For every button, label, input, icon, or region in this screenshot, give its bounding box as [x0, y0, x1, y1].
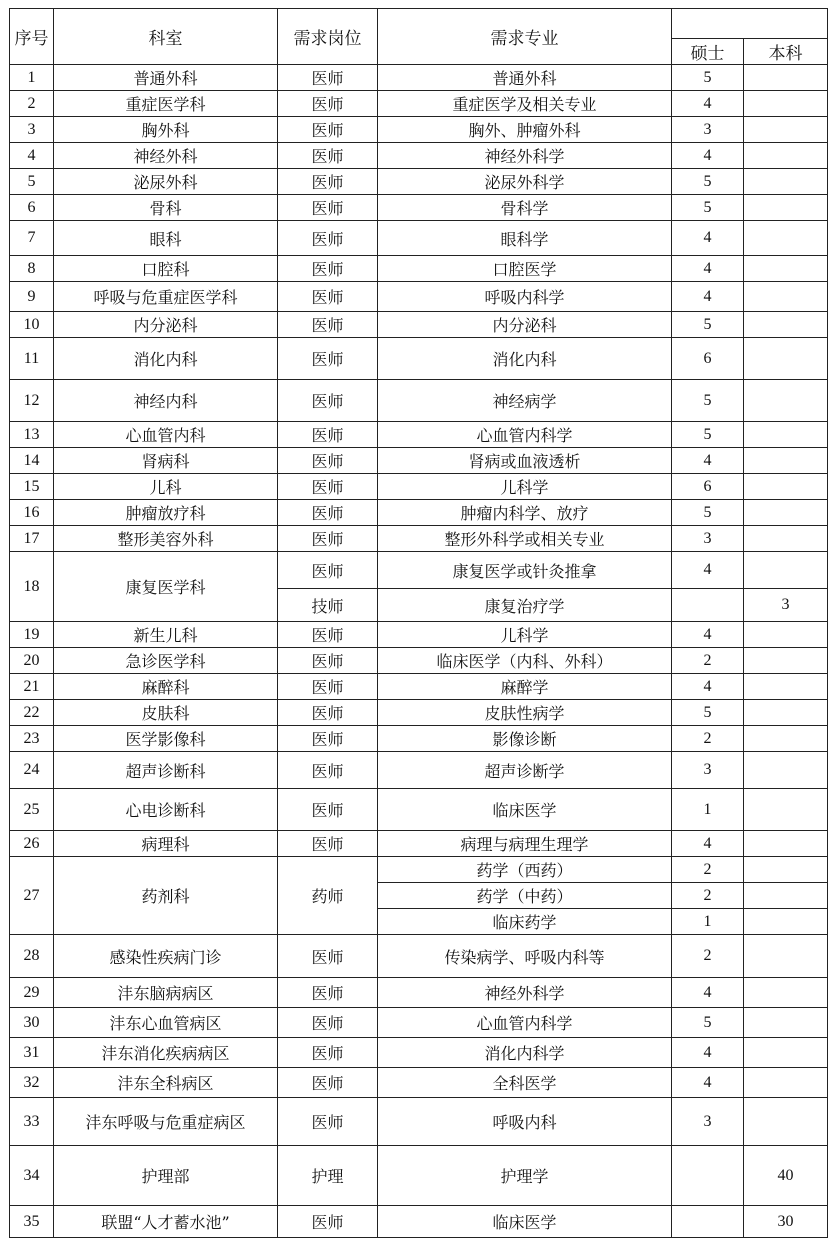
- row-seq: 23: [10, 726, 54, 752]
- row-bachelor-count: [744, 256, 828, 282]
- row-seq: 28: [10, 935, 54, 978]
- row-seq: 21: [10, 674, 54, 700]
- row-seq: 31: [10, 1038, 54, 1068]
- row-bachelor-count: [744, 1008, 828, 1038]
- row-major: 口腔医学: [378, 256, 672, 282]
- table-row: [10, 474, 828, 500]
- row-position: 医师: [278, 935, 378, 978]
- row-bachelor-count: [744, 500, 828, 526]
- row-bachelor-count: [744, 448, 828, 474]
- row-position: 医师: [278, 752, 378, 789]
- table-row: [10, 857, 828, 883]
- row-position: 医师: [278, 1206, 378, 1238]
- row-position: 医师: [278, 648, 378, 674]
- row-bachelor-count: [744, 282, 828, 312]
- row-dept: 内分泌科: [54, 312, 278, 338]
- row-bachelor-count: 3: [744, 589, 828, 622]
- row-master-count: [672, 589, 744, 622]
- table-row: [10, 117, 828, 143]
- row-seq: 5: [10, 169, 54, 195]
- row-position: 医师: [278, 552, 378, 589]
- row-master-count: 4: [672, 674, 744, 700]
- row-dept: 普通外科: [54, 65, 278, 91]
- row-major: 临床医学: [378, 789, 672, 831]
- row-seq: 30: [10, 1008, 54, 1038]
- row-bachelor-count: [744, 909, 828, 935]
- row-dept: 眼科: [54, 221, 278, 256]
- row-master-count: 3: [672, 526, 744, 552]
- row-master-count: 3: [672, 117, 744, 143]
- row-seq: 16: [10, 500, 54, 526]
- table-row: [10, 831, 828, 857]
- row-position: 医师: [278, 978, 378, 1008]
- row-master-count: [672, 1206, 744, 1238]
- row-position: 医师: [278, 831, 378, 857]
- row-dept: 重症医学科: [54, 91, 278, 117]
- row-major: 心血管内科学: [378, 422, 672, 448]
- row-dept: 沣东心血管病区: [54, 1008, 278, 1038]
- row-dept: 感染性疾病门诊: [54, 935, 278, 978]
- table-row: [10, 221, 828, 256]
- table-row: [10, 380, 828, 422]
- row-master-count: 5: [672, 312, 744, 338]
- table-row: [10, 726, 828, 752]
- row-major: 呼吸内科学: [378, 282, 672, 312]
- row-seq: 7: [10, 221, 54, 256]
- row-master-count: 4: [672, 221, 744, 256]
- row-bachelor-count: 30: [744, 1206, 828, 1238]
- row-bachelor-count: [744, 117, 828, 143]
- row-dept: 呼吸与危重症医学科: [54, 282, 278, 312]
- row-dept: 神经内科: [54, 380, 278, 422]
- row-seq: 14: [10, 448, 54, 474]
- row-dept: 联盟“人才蓄水池”: [54, 1206, 278, 1238]
- row-major: 康复治疗学: [378, 589, 672, 622]
- row-master-count: 2: [672, 857, 744, 883]
- table-row: [10, 195, 828, 221]
- row-bachelor-count: [744, 831, 828, 857]
- table-row: [10, 552, 828, 589]
- row-position: 医师: [278, 1098, 378, 1146]
- row-dept: 消化内科: [54, 338, 278, 380]
- row-position: 医师: [278, 726, 378, 752]
- row-major: 临床医学（内科、外科）: [378, 648, 672, 674]
- row-dept: 急诊医学科: [54, 648, 278, 674]
- header-master: 硕士: [672, 39, 744, 65]
- row-dept: 口腔科: [54, 256, 278, 282]
- row-major: 心血管内科学: [378, 1008, 672, 1038]
- row-bachelor-count: [744, 312, 828, 338]
- row-master-count: 4: [672, 256, 744, 282]
- row-master-count: 2: [672, 648, 744, 674]
- row-major: 病理与病理生理学: [378, 831, 672, 857]
- row-major: 临床医学: [378, 1206, 672, 1238]
- row-seq: 19: [10, 622, 54, 648]
- row-position: 医师: [278, 169, 378, 195]
- row-master-count: 5: [672, 195, 744, 221]
- row-major: 全科医学: [378, 1068, 672, 1098]
- row-dept: 肿瘤放疗科: [54, 500, 278, 526]
- row-major: 康复医学或针灸推拿: [378, 552, 672, 589]
- row-bachelor-count: [744, 380, 828, 422]
- row-major: 泌尿外科学: [378, 169, 672, 195]
- table-row: [10, 448, 828, 474]
- row-bachelor-count: [744, 91, 828, 117]
- row-position: 医师: [278, 256, 378, 282]
- row-bachelor-count: [744, 169, 828, 195]
- row-bachelor-count: [744, 221, 828, 256]
- row-position: 医师: [278, 674, 378, 700]
- row-bachelor-count: [744, 552, 828, 589]
- row-seq: 22: [10, 700, 54, 726]
- row-position: 医师: [278, 700, 378, 726]
- row-dept: 沣东消化疾病病区: [54, 1038, 278, 1068]
- row-position: 医师: [278, 448, 378, 474]
- row-dept: 胸外科: [54, 117, 278, 143]
- row-seq: 27: [10, 857, 54, 935]
- table-row: [10, 256, 828, 282]
- row-position: 医师: [278, 380, 378, 422]
- row-seq: 11: [10, 338, 54, 380]
- row-position: 医师: [278, 91, 378, 117]
- row-seq: 9: [10, 282, 54, 312]
- row-seq: 10: [10, 312, 54, 338]
- row-seq: 29: [10, 978, 54, 1008]
- table-row: [10, 65, 828, 91]
- table-row: [10, 422, 828, 448]
- header-major: 需求专业: [378, 9, 672, 65]
- row-position: 技师: [278, 589, 378, 622]
- row-major: 影像诊断: [378, 726, 672, 752]
- row-bachelor-count: [744, 648, 828, 674]
- row-master-count: 5: [672, 169, 744, 195]
- row-seq: 4: [10, 143, 54, 169]
- row-seq: 6: [10, 195, 54, 221]
- row-master-count: 3: [672, 1098, 744, 1146]
- row-bachelor-count: [744, 195, 828, 221]
- row-dept: 护理部: [54, 1146, 278, 1206]
- row-seq: 2: [10, 91, 54, 117]
- table-row: [10, 1038, 828, 1068]
- table-row: [10, 935, 828, 978]
- row-master-count: 4: [672, 448, 744, 474]
- row-master-count: 4: [672, 622, 744, 648]
- row-bachelor-count: [744, 1068, 828, 1098]
- row-dept: 药剂科: [54, 857, 278, 935]
- table-row: [10, 789, 828, 831]
- row-dept: 沣东脑病病区: [54, 978, 278, 1008]
- row-master-count: [672, 1146, 744, 1206]
- table-row: [10, 91, 828, 117]
- table-row: [10, 1068, 828, 1098]
- row-dept: 骨科: [54, 195, 278, 221]
- row-bachelor-count: [744, 1038, 828, 1068]
- row-major: 药学（西药）: [378, 857, 672, 883]
- table-row: [10, 312, 828, 338]
- row-major: 消化内科学: [378, 1038, 672, 1068]
- row-bachelor-count: [744, 700, 828, 726]
- row-position: 医师: [278, 143, 378, 169]
- row-position: 医师: [278, 1068, 378, 1098]
- row-master-count: 5: [672, 1008, 744, 1038]
- row-master-count: 1: [672, 789, 744, 831]
- header-degree-group: [672, 9, 828, 39]
- row-seq: 33: [10, 1098, 54, 1146]
- row-seq: 32: [10, 1068, 54, 1098]
- row-master-count: 2: [672, 883, 744, 909]
- row-bachelor-count: [744, 422, 828, 448]
- row-major: 肿瘤内科学、放疗: [378, 500, 672, 526]
- row-major: 胸外、肿瘤外科: [378, 117, 672, 143]
- row-master-count: 6: [672, 474, 744, 500]
- row-dept: 泌尿外科: [54, 169, 278, 195]
- table-row: [10, 1206, 828, 1238]
- row-major: 神经外科学: [378, 978, 672, 1008]
- row-master-count: 2: [672, 726, 744, 752]
- row-major: 内分泌科: [378, 312, 672, 338]
- row-position: 医师: [278, 1008, 378, 1038]
- row-bachelor-count: [744, 978, 828, 1008]
- row-master-count: 4: [672, 91, 744, 117]
- row-major: 传染病学、呼吸内科等: [378, 935, 672, 978]
- row-master-count: 6: [672, 338, 744, 380]
- row-dept: 医学影像科: [54, 726, 278, 752]
- row-bachelor-count: [744, 857, 828, 883]
- table-row: [10, 526, 828, 552]
- table-row: [10, 622, 828, 648]
- row-seq: 35: [10, 1206, 54, 1238]
- row-position: 医师: [278, 1038, 378, 1068]
- row-major: 儿科学: [378, 474, 672, 500]
- row-bachelor-count: [744, 65, 828, 91]
- row-major: 肾病或血液透析: [378, 448, 672, 474]
- row-dept: 皮肤科: [54, 700, 278, 726]
- row-bachelor-count: [744, 622, 828, 648]
- row-bachelor-count: [744, 1098, 828, 1146]
- row-dept: 整形美容外科: [54, 526, 278, 552]
- table-row: [10, 978, 828, 1008]
- row-position: 护理: [278, 1146, 378, 1206]
- header-position: 需求岗位: [278, 9, 378, 65]
- row-dept: 新生儿科: [54, 622, 278, 648]
- row-major: 药学（中药）: [378, 883, 672, 909]
- row-position: 医师: [278, 622, 378, 648]
- row-position: 医师: [278, 526, 378, 552]
- row-dept: 麻醉科: [54, 674, 278, 700]
- row-position: 医师: [278, 65, 378, 91]
- row-position: 医师: [278, 282, 378, 312]
- row-position: 医师: [278, 789, 378, 831]
- table-row: [10, 674, 828, 700]
- table-row: [10, 169, 828, 195]
- row-seq: 12: [10, 380, 54, 422]
- row-master-count: 5: [672, 700, 744, 726]
- row-major: 整形外科学或相关专业: [378, 526, 672, 552]
- row-seq: 15: [10, 474, 54, 500]
- row-bachelor-count: [744, 338, 828, 380]
- row-dept: 心血管内科: [54, 422, 278, 448]
- row-dept: 肾病科: [54, 448, 278, 474]
- row-dept: 康复医学科: [54, 552, 278, 622]
- row-bachelor-count: 40: [744, 1146, 828, 1206]
- row-master-count: 4: [672, 978, 744, 1008]
- row-major: 儿科学: [378, 622, 672, 648]
- row-master-count: 3: [672, 752, 744, 789]
- row-position: 医师: [278, 422, 378, 448]
- table-row: [10, 752, 828, 789]
- row-master-count: 5: [672, 422, 744, 448]
- row-seq: 20: [10, 648, 54, 674]
- row-bachelor-count: [744, 752, 828, 789]
- recruitment-table: [9, 8, 828, 1238]
- row-seq: 17: [10, 526, 54, 552]
- table-row: [10, 1008, 828, 1038]
- row-position: 医师: [278, 312, 378, 338]
- row-position: 医师: [278, 195, 378, 221]
- row-master-count: 2: [672, 935, 744, 978]
- row-master-count: 5: [672, 65, 744, 91]
- row-major: 皮肤性病学: [378, 700, 672, 726]
- row-seq: 8: [10, 256, 54, 282]
- row-bachelor-count: [744, 474, 828, 500]
- table-row: [10, 700, 828, 726]
- row-master-count: 5: [672, 380, 744, 422]
- row-major: 护理学: [378, 1146, 672, 1206]
- row-major: 临床药学: [378, 909, 672, 935]
- row-bachelor-count: [744, 143, 828, 169]
- row-major: 神经外科学: [378, 143, 672, 169]
- row-dept: 超声诊断科: [54, 752, 278, 789]
- row-position: 医师: [278, 221, 378, 256]
- row-master-count: 4: [672, 143, 744, 169]
- row-position: 医师: [278, 338, 378, 380]
- table-row: [10, 1098, 828, 1146]
- row-major: 眼科学: [378, 221, 672, 256]
- row-position: 医师: [278, 474, 378, 500]
- row-dept: 病理科: [54, 831, 278, 857]
- row-major: 呼吸内科: [378, 1098, 672, 1146]
- row-master-count: 4: [672, 282, 744, 312]
- row-master-count: 4: [672, 552, 744, 589]
- row-position: 医师: [278, 117, 378, 143]
- row-major: 重症医学及相关专业: [378, 91, 672, 117]
- row-master-count: 1: [672, 909, 744, 935]
- row-dept: 儿科: [54, 474, 278, 500]
- row-major: 普通外科: [378, 65, 672, 91]
- row-seq: 34: [10, 1146, 54, 1206]
- table-row: [10, 143, 828, 169]
- row-seq: 26: [10, 831, 54, 857]
- row-position: 医师: [278, 500, 378, 526]
- row-dept: 沣东全科病区: [54, 1068, 278, 1098]
- table-row: [10, 500, 828, 526]
- row-major: 麻醉学: [378, 674, 672, 700]
- row-master-count: 5: [672, 500, 744, 526]
- row-major: 超声诊断学: [378, 752, 672, 789]
- table-row: [10, 282, 828, 312]
- row-master-count: 4: [672, 1068, 744, 1098]
- row-major: 消化内科: [378, 338, 672, 380]
- row-seq: 1: [10, 65, 54, 91]
- row-bachelor-count: [744, 526, 828, 552]
- header-dept: 科室: [54, 9, 278, 65]
- row-bachelor-count: [744, 674, 828, 700]
- table-row: [10, 1146, 828, 1206]
- row-seq: 25: [10, 789, 54, 831]
- row-dept: 心电诊断科: [54, 789, 278, 831]
- row-major: 神经病学: [378, 380, 672, 422]
- row-position: 药师: [278, 857, 378, 935]
- row-master-count: 4: [672, 1038, 744, 1068]
- row-major: 骨科学: [378, 195, 672, 221]
- header-seq: 序号: [10, 9, 54, 65]
- row-bachelor-count: [744, 789, 828, 831]
- row-seq: 18: [10, 552, 54, 622]
- row-master-count: 4: [672, 831, 744, 857]
- header-bachelor: 本科: [744, 39, 828, 65]
- row-bachelor-count: [744, 883, 828, 909]
- table-row: [10, 648, 828, 674]
- row-bachelor-count: [744, 935, 828, 978]
- row-seq: 3: [10, 117, 54, 143]
- row-bachelor-count: [744, 726, 828, 752]
- row-dept: 神经外科: [54, 143, 278, 169]
- row-seq: 13: [10, 422, 54, 448]
- row-dept: 沣东呼吸与危重症病区: [54, 1098, 278, 1146]
- row-seq: 24: [10, 752, 54, 789]
- table-row: [10, 338, 828, 380]
